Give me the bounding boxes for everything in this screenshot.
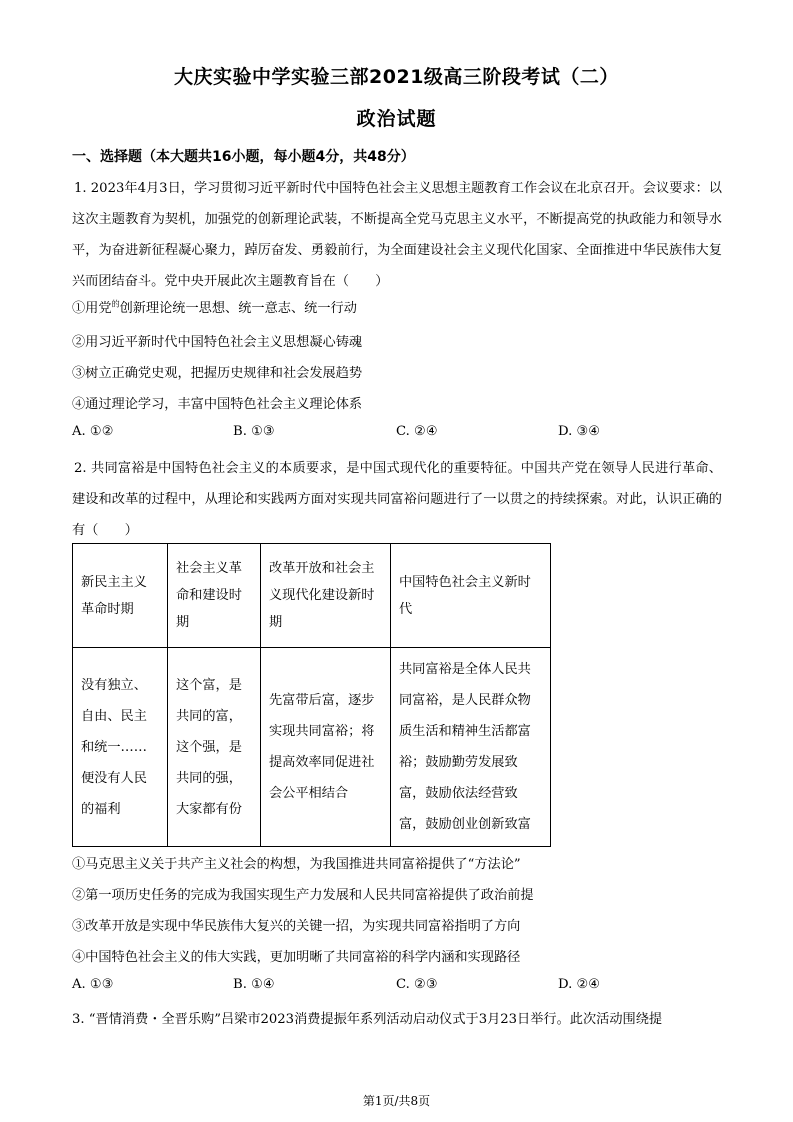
q2-item-3: ③改革开放是实现中华民族伟大复兴的关键一招，为实现共同富裕指明了方向 — [72, 919, 521, 934]
table-header-cell: 改革开放和社会主义现代化建设新时期 — [261, 544, 391, 648]
q3-stem: 3. “晋情消费・全晋乐购”吕梁市2023消费提振年系列活动启动仪式于3月23日举行。此次活动围绕提 — [72, 1012, 663, 1027]
table-cell: 共同富裕是全体人民共同富裕，是人民群众物质生活和精神生活都富裕；鼓励勤劳发展致富，鼓励依法经营致富，鼓励创业创新致富 — [391, 648, 551, 847]
table-cell: 先富带后富，逐步实现共同富裕；将提高效率同促进社会公平相结合 — [261, 648, 391, 847]
q2-item-4: ④中国特色社会主义的伟大实践，更加明晰了共同富裕的科学内涵和实现路径 — [72, 950, 521, 965]
table-row — [73, 648, 551, 847]
q2-option-c[interactable]: C. ②③ — [396, 977, 438, 992]
q1-item-4: ④通过理论学习，丰富中国特色社会主义理论体系 — [72, 397, 363, 412]
section-heading: 一、选择题（本大题共16小题，每小题4分，共48分） — [72, 149, 415, 165]
exam-title: 大庆实验中学实验三部2021级高三阶段考试（二） — [174, 66, 619, 88]
page-number: 第1页/共8页 — [362, 1094, 431, 1108]
table-header-cell: 新民主主义革命时期 — [73, 544, 168, 648]
q2-item-1: ①马克思主义关于共产主义社会的构想，为我国推进共同富裕提供了“方法论” — [72, 857, 521, 872]
q1-option-a[interactable]: A. ①② — [72, 424, 114, 439]
q1-option-d[interactable]: D. ③④ — [558, 424, 601, 439]
q1-stem: 1. 2023年4月3日，学习贯彻习近平新时代中国特色社会主义思想主题教育工作会议在北京召开。会议要求：以这次主题教育为契机，加强党的创新理论武装，不断提高全党马克思主义水平，不断提高党的执政能力和领导水平，为奋进新征程凝心聚力，踔厉奋发、勇毅前行，为全面建设社会主义现代化国家、全面推进中华民族伟大复兴而团结奋斗。党中央开展此次主题教育旨在（ ） — [72, 181, 722, 289]
q2-option-d[interactable]: D. ②④ — [558, 977, 601, 992]
table-cell: 这个富，是共同的富，这个强，是共同的强，大家都有份 — [168, 648, 261, 847]
q1-item-2: ②用习近平新时代中国特色社会主义思想凝心铸魂 — [72, 335, 363, 350]
q2-stem: 2. 共同富裕是中国特色社会主义的本质要求，是中国式现代化的重要特征。中国共产党在领导人民进行革命、建设和改革的过程中，从理论和实践两方面对实现共同富裕问题进行了一以贯之的持续探索。对此，认识正确的有（ ） — [72, 461, 722, 538]
q2-option-a[interactable]: A. ①③ — [72, 977, 114, 992]
table-header-cell: 中国特色社会主义新时代 — [391, 544, 551, 648]
table-header-cell: 社会主义革命和建设时期 — [168, 544, 261, 648]
q2-table — [72, 543, 551, 847]
q2-item-2: ②第一项历史任务的完成为我国实现生产力发展和人民共同富裕提供了政治前提 — [72, 888, 534, 903]
table-cell: 没有独立、自由、民主和统一……便没有人民的福利 — [73, 648, 168, 847]
q1-item-3: ③树立正确党史观，把握历史规律和社会发展趋势 — [72, 366, 363, 381]
table-header-row — [73, 544, 551, 648]
q1-option-c[interactable]: C. ②④ — [396, 424, 438, 439]
q2-option-b[interactable]: B. ①④ — [233, 977, 275, 992]
subject-title: 政治试题 — [356, 108, 437, 130]
q1-item-1: ①用党$^的$创新理论统一思想、统一意志、统一行动 — [72, 299, 357, 316]
q1-option-b[interactable]: B. ①③ — [233, 424, 275, 439]
